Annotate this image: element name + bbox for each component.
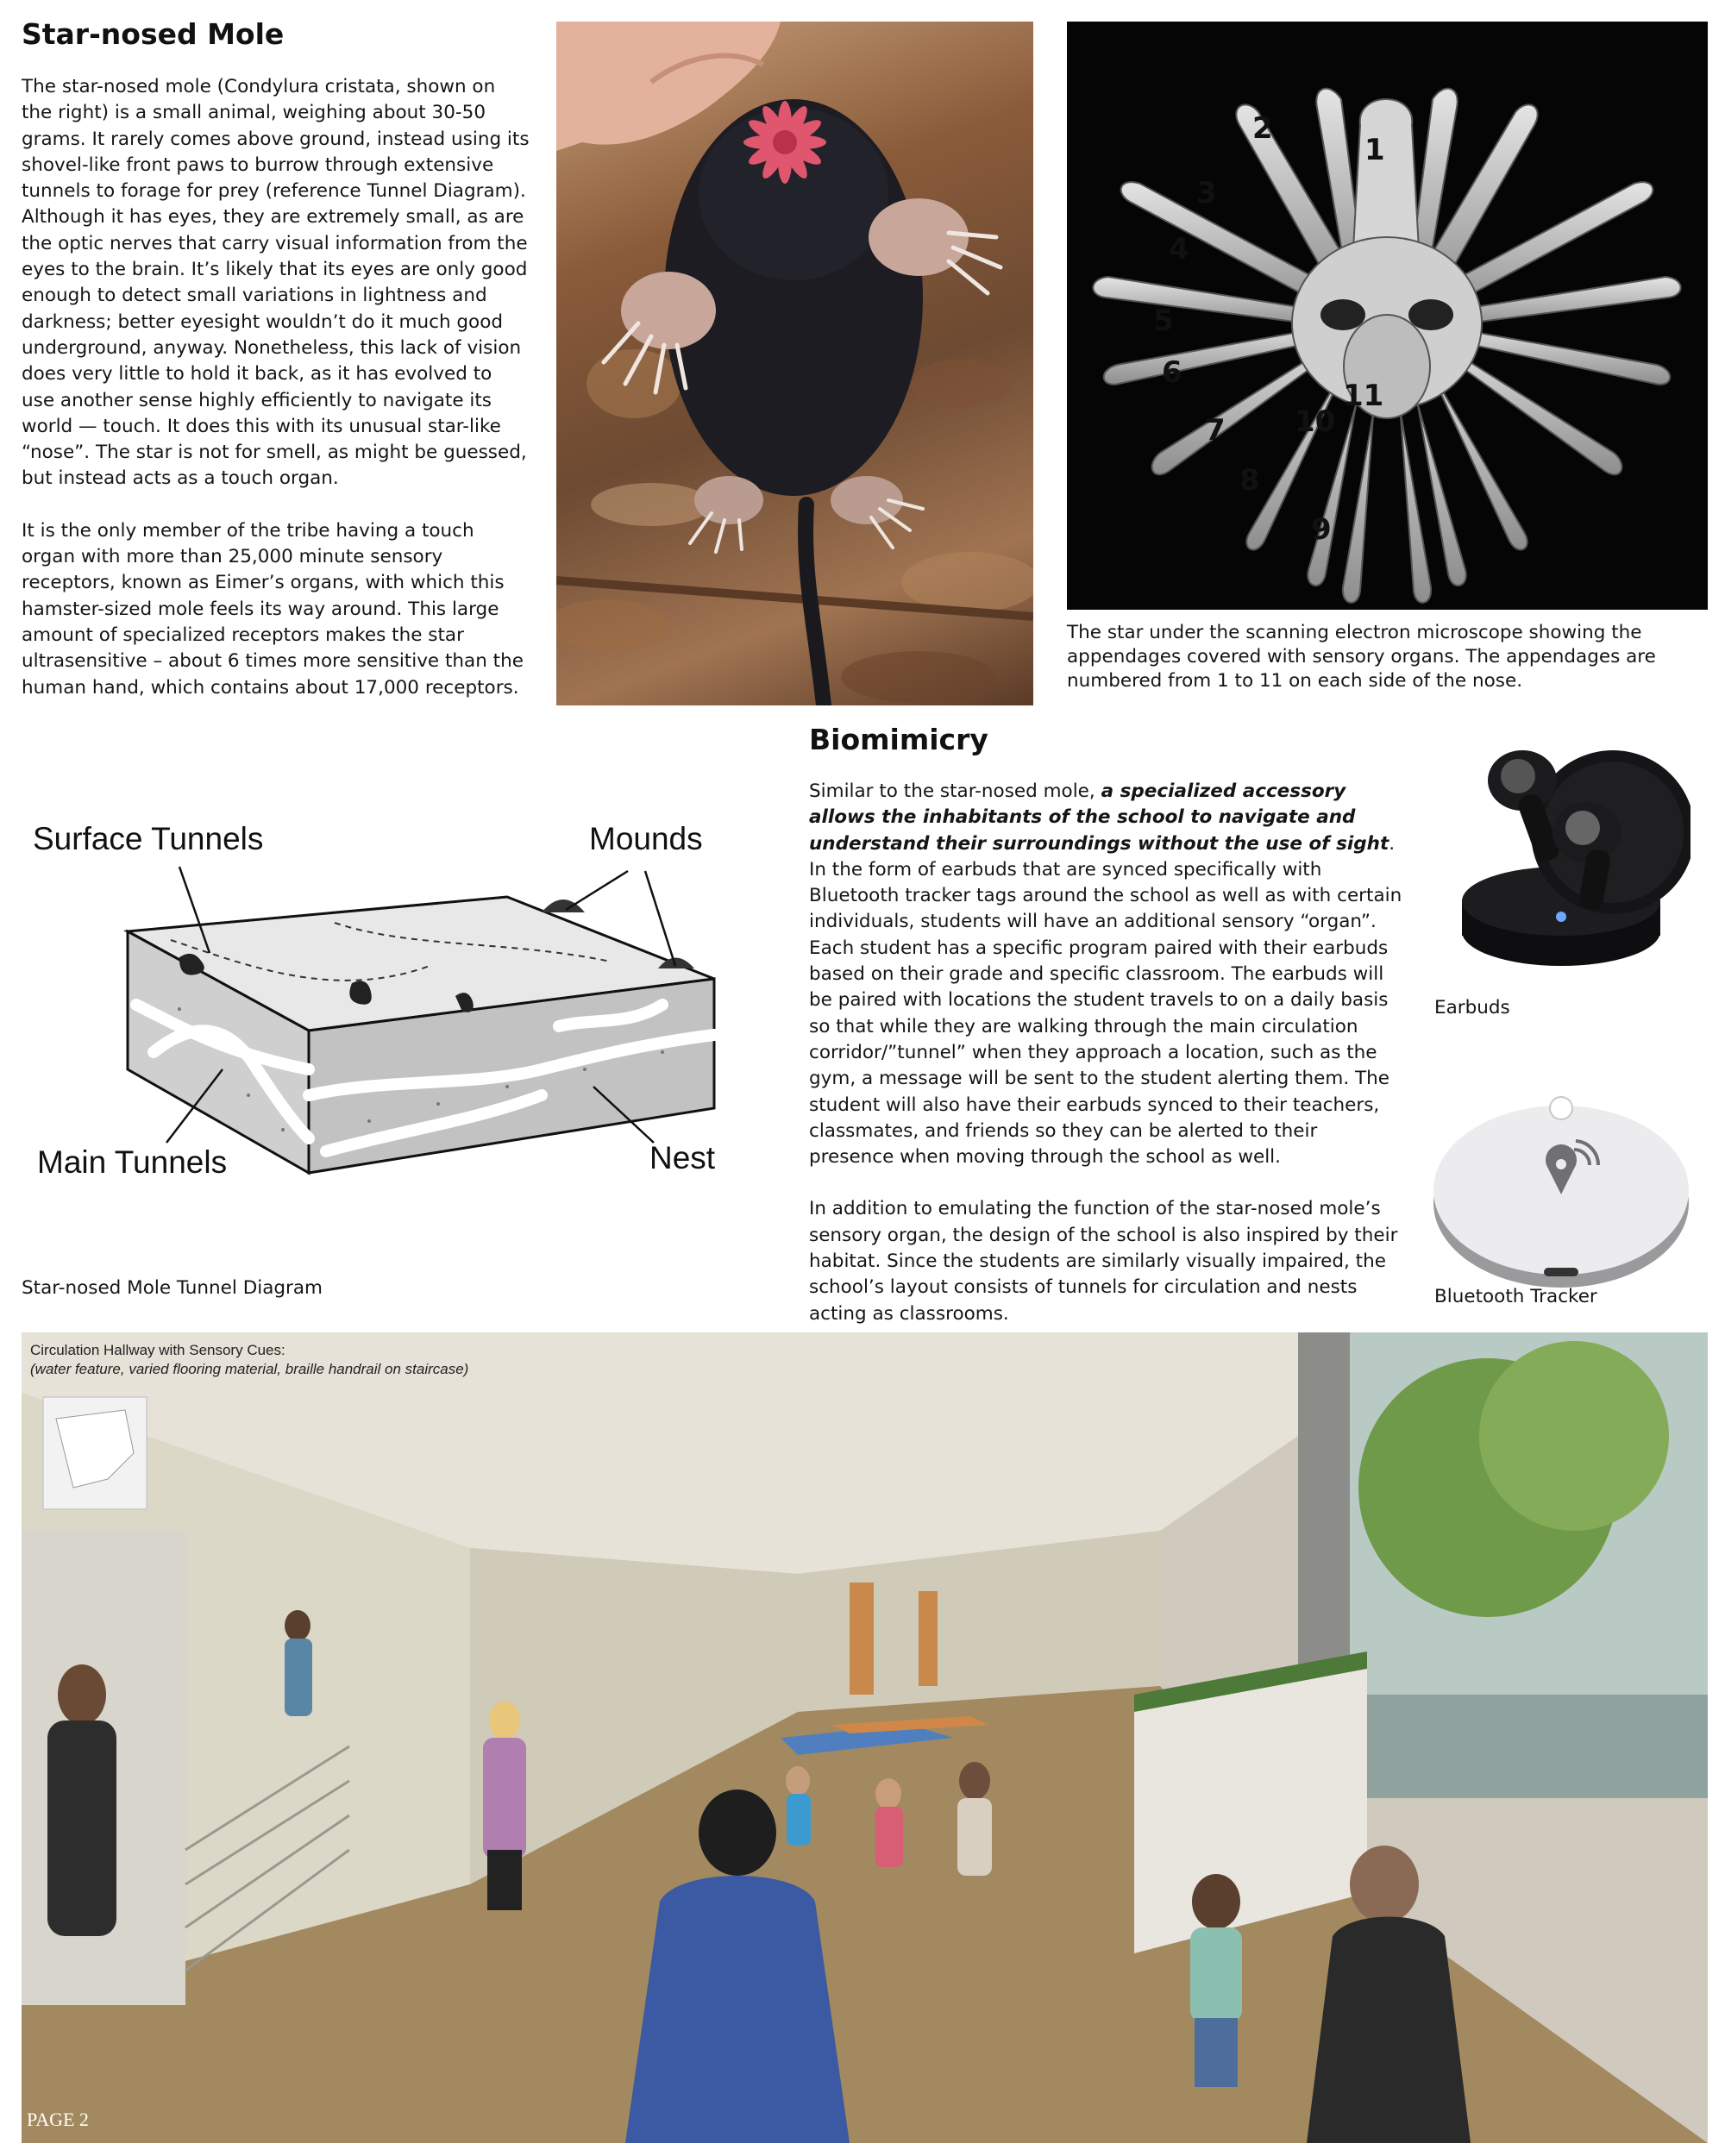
tracker-caption: Bluetooth Tracker (1434, 1286, 1597, 1307)
sem-label-1: 1 (1364, 133, 1385, 167)
sem-label-10: 10 (1295, 404, 1336, 439)
sem-caption: The star under the scanning electron microscope showing the appendages covered with sensory organs. The appendages are numbered from 1 to 11 on each side of the nose. (1067, 622, 1656, 692)
tracker-photo (1427, 1082, 1695, 1294)
mole-illustration (556, 22, 1033, 705)
biomimicry-p1-intro: Similar to the star-nosed mole, (809, 780, 1101, 802)
mole-paragraph-2: It is the only member of the tribe having a touch organ with more than 25,000 minute sensory receptors, known as Eimer’s organs, with which this hamster-sized mole feels its way around. This large amount of specialized receptors makes the star ultrasensitive – about 6 times more sensitive than the human hand, which contains about 17,000 receptors. (22, 519, 524, 699)
sem-star-image (1067, 22, 1708, 610)
mole-description (22, 74, 530, 727)
hallway-illustration (22, 1332, 1708, 2143)
tunnel-label-nest: Nest (649, 1140, 716, 1175)
sem-label-3: 3 (1196, 176, 1217, 210)
sem-label-11: 11 (1343, 379, 1384, 413)
sem-star-illustration (1067, 22, 1708, 610)
section-title-mole: Star-nosed Mole (22, 17, 285, 51)
sem-label-8: 8 (1239, 463, 1260, 498)
tunnel-label-mounds: Mounds (589, 821, 703, 856)
tracker-illustration (1427, 1082, 1695, 1294)
earbuds-caption: Earbuds (1434, 997, 1510, 1018)
biomimicry-p1-body: . In the form of earbuds that are synced specifically with Bluetooth tracker tags around the school as well as with certain individuals, students will have an additional sensory “organ”. Each student has a specific program paired with their earbuds based on their grade and specific classroom. The earbuds will be paired with locations the student travels to on a daily basis so that while they are walking through the main circulation corridor/”tunnel” when they approach a location, such as the gym, a message will be sent to the student alerting them. The student will also have their earbuds synced to their teachers, classmates, and friends so they can be alerted to their presence when moving through the school as well. (809, 832, 1402, 1169)
sem-label-5: 5 (1153, 304, 1174, 338)
sem-label-7: 7 (1205, 413, 1226, 448)
mole-photo (556, 22, 1033, 705)
biomimicry-description (809, 779, 1404, 1353)
tunnel-caption: Star-nosed Mole Tunnel Diagram (22, 1277, 323, 1299)
section-title-biomimicry: Biomimicry (809, 723, 988, 756)
sem-label-9: 9 (1311, 512, 1332, 547)
tunnel-diagram (24, 811, 766, 1209)
hallway-rendering (22, 1332, 1708, 2143)
sem-label-2: 2 (1252, 111, 1273, 146)
earbuds-illustration (1432, 729, 1690, 987)
tunnel-label-main: Main Tunnels (37, 1144, 228, 1180)
mole-paragraph-1: The star-nosed mole (Condylura cristata, shown on the right) is a small animal, weighing about 30-50 grams. It rarely comes above ground, instead using its shovel-like front paws to burrow through extensive tunnels to forage for prey (reference Tunnel Diagram). Although it has eyes, they are extremely small, as are the optic nerves that carry visual information from the eyes to the brain. It’s likely that its eyes are only good enough to detect small variations in lightness and darkness; better eyesight wouldn’t do it much good underground, anyway. Nonetheless, this lack of vision does very little to hold it back, as it has evolved to use another sense highly efficiently to navigate its world — touch. It does this with its unusual star-like “nose”. The star is not for smell, as might be guessed, but instead acts as a touch organ. (22, 76, 530, 490)
page-number: PAGE 2 (27, 2109, 89, 2130)
biomimicry-paragraph-2: In addition to emulating the function of the star-nosed mole’s sensory organ, the design of the school is also inspired by their habitat. Since the students are similarly visually impaired, the school’s layout consists of tunnels for circulation and nests acting as classrooms. (809, 1198, 1398, 1325)
tunnel-label-surface: Surface Tunnels (33, 821, 264, 856)
sem-label-4: 4 (1169, 232, 1189, 266)
biomimicry-paragraph-1 (809, 779, 1404, 1170)
tunnel-diagram-illustration (24, 811, 766, 1209)
render-caption-subtitle: (water feature, varied flooring material, braille handrail on staircase) (30, 1361, 469, 1377)
sem-label-6: 6 (1162, 355, 1182, 390)
biomimicry-p1-emphasis: a specialized accessory allows the inhabitants of the school to navigate and understand their surroundings without the use of sight (809, 780, 1389, 855)
render-caption-title: Circulation Hallway with Sensory Cues: (30, 1342, 285, 1358)
earbuds-photo (1432, 729, 1690, 987)
render-caption (30, 1341, 468, 1379)
